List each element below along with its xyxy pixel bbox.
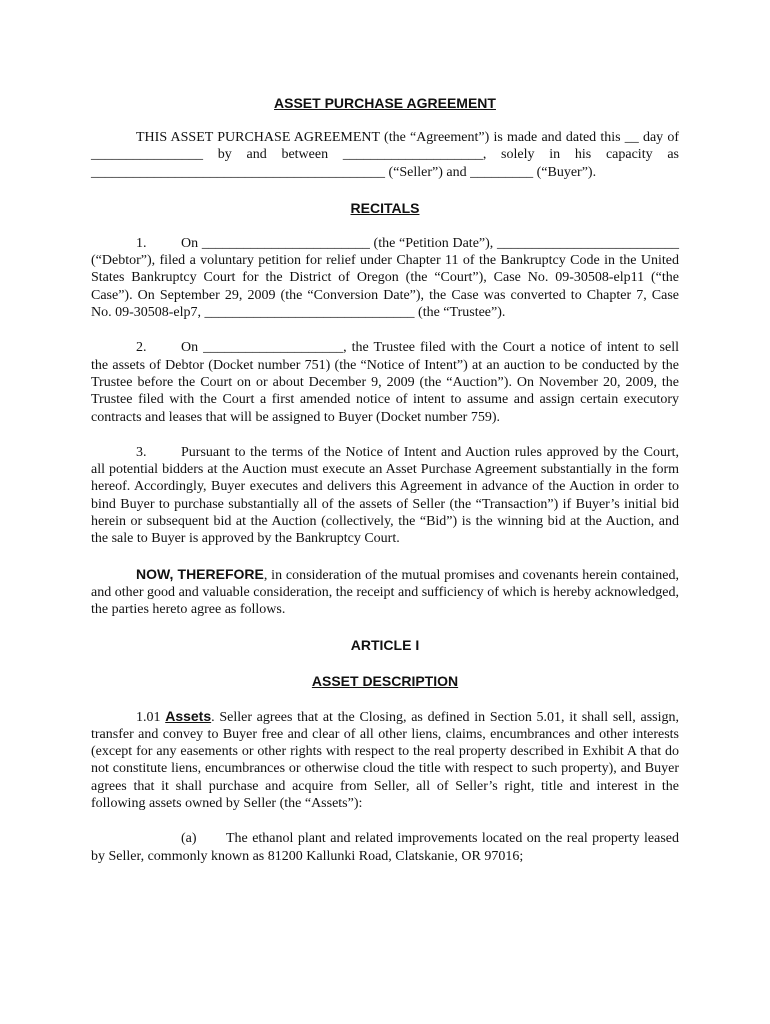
intro-paragraph: THIS ASSET PURCHASE AGREEMENT (the “Agreement”) is made and dated this __ day of ________________ by and between ____________________, solely in his capacity as __________________________________________ (“Seller”) and _________ (“Buyer”). <box>91 130 679 180</box>
item-a <box>91 830 679 865</box>
recital-2 <box>91 339 679 425</box>
recital-2-text: On ____________________, the Trustee filed with the Court a notice of intent to sell the assets of Debtor (Docket number 751) (the “Notice of Intent”) at an auction to be conducted by the Trustee before the Court on or about December 9, 2009 (the “Auction”). On November 20, 2009, the Trustee filed with the Court a first amended notice of intent to assume and assign certain executory contracts and leases that will be assigned to Buyer (Docket number 759). <box>91 340 679 425</box>
document-body <box>91 95 679 865</box>
recital-2-number: 2. <box>136 340 147 356</box>
item-a-label: (a) <box>181 831 197 847</box>
now-therefore-text: , in consideration of the mutual promises and covenants herein contained, and other good and valuable consideration, the receipt and sufficiency of which is hereby acknowledged, the parties hereto agree as follows. <box>91 567 680 618</box>
recital-1-text: On ________________________ (the “Petition Date”), __________________________ (“Debtor”), filed a voluntary petition for relief under Chapter 11 of the Bankruptcy Code in the United States Bankruptcy Court for the District of Oregon (the “Court”), Case No. 09-30508-elp11 (“the Case”). On September 29, 2009 (the “Conversion Date”), the Case was converted to Chapter 7, Case No. 09-30508-elp7, ______________________________ (the “Trustee”). <box>91 235 679 321</box>
article-subheading: ASSET DESCRIPTION <box>311 672 459 689</box>
recital-1-number: 1. <box>136 235 147 251</box>
recital-1 <box>91 235 679 321</box>
recitals-heading: RECITALS <box>350 199 420 216</box>
recital-3-text: Pursuant to the terms of the Notice of Intent and Auction rules approved by the Court, all potential bidders at the Auction must execute an Asset Purchase Agreement substantially in the form hereof. Accordingly, Buyer executes and delivers this Agreement in advance of the Auction in order to bind Buyer to purchase substantially all of the assets of Seller (the “Transaction”) if Buyer’s initial bid herein or subsequent bid at the Auction (collectively, the “Bid”) is the winning bid at the Auction, and the sale to Buyer is approved by the Bankruptcy Court. <box>91 444 679 547</box>
article-heading: ARTICLE I <box>350 636 420 653</box>
section-1-01-label: Assets <box>165 707 212 724</box>
now-therefore-lead: NOW, THEREFORE <box>136 565 264 582</box>
now-therefore-paragraph <box>91 566 679 619</box>
item-a-text: The ethanol plant and related improvements located on the real property leased by Seller, commonly known as 81200 Kallunki Road, Clatskanie, OR 97016; <box>91 831 679 864</box>
section-1-01-text: . Seller agrees that at the Closing, as defined in Section 5.01, it shall sell, assign, transfer and convey to Buyer free and clear of all other liens, claims, encumbrances and other interests (except for any easements or other rights with respect to the real property described in Exhibit A that do not constitute liens, encumbrances or otherwise cloud the title with respect to such property), and Buyer agrees that it shall purchase and acquire from Seller, all of Seller’s right, title and interest in the following assets owned by Seller (the “Assets”): <box>91 709 680 812</box>
recital-3-number: 3. <box>136 444 147 460</box>
section-1-01-number: 1.01 <box>136 709 161 725</box>
recital-3 <box>91 444 679 548</box>
section-1-01 <box>91 708 679 813</box>
document-title: ASSET PURCHASE AGREEMENT <box>274 95 496 111</box>
